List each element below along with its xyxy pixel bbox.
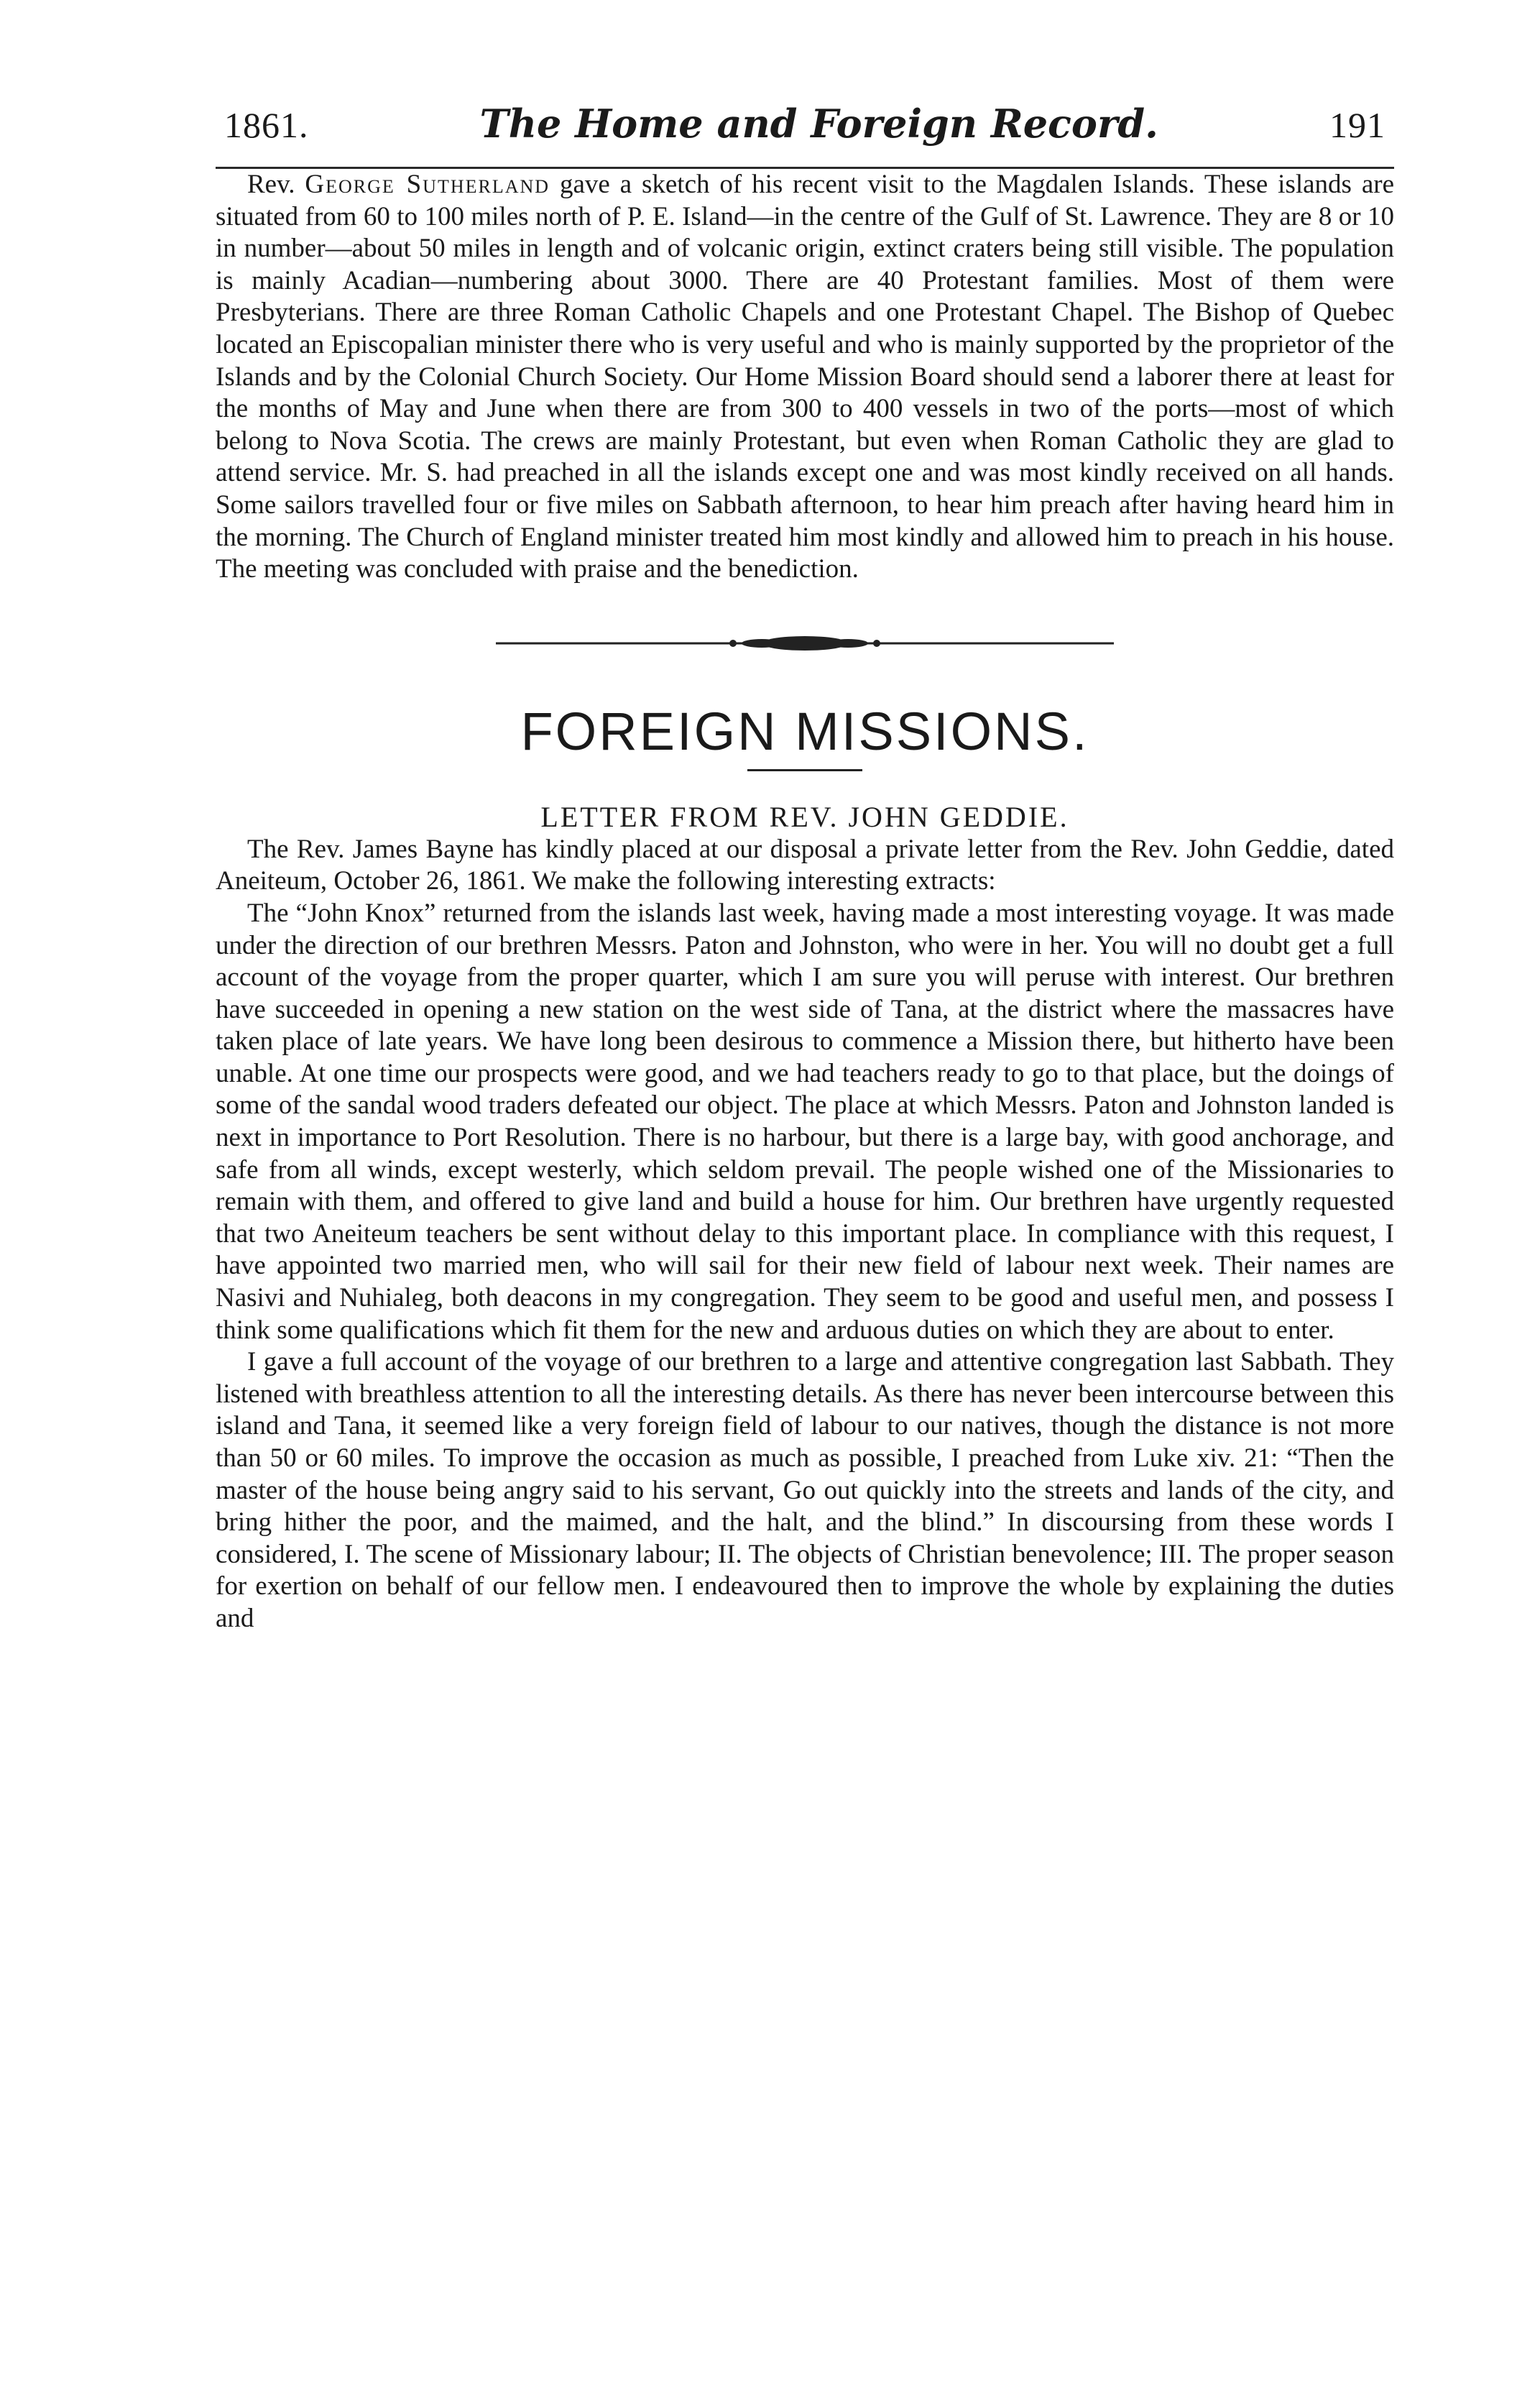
home-mission-text: gave a sketch of his recent visit to the Magdalen Islands. These islands are situated from 60 to 100 miles north of P. E. Island—in the centre of the Gulf of St. Lawrence. They are 8 or 10 in number—about 50 miles in length and of volcanic origin, extinct craters being still visible. The population is mainly Acadian—numbering about 3000. There are 40 Protestant families. Most of them were Presbyterians. There are three Roman Catholic Chapels and one Protestant Chapel. The Bishop of Quebec located an Episcopalian minister there who is very useful and who is mainly supported by the proprietor of the Islands and by the Colonial Church Society. Our Home Mission Board should send a laborer there at least for the months of May and June when there are from 300 to 400 vessels in two of the ports—most of which belong to Nova Scotia. The crews are mainly Protestant, but even when Roman Catholic they are glad to attend service. Mr. S. had preached in all the islands except one and was most kindly received on all hands. Some sailors travelled four or five miles on Sabbath afternoon, to hear him preach after having heard him in the morning. The Church of England minister treated him most kindly and allowed him to preach in his house. The meeting was concluded with praise and the benediction.	[216, 170, 1394, 584]
home-mission-paragraph	[216, 169, 1394, 586]
header-year: 1861.	[224, 105, 309, 145]
running-header	[216, 101, 1394, 169]
speaker-prefix: Rev.	[247, 170, 305, 199]
header-page-number: 191	[1329, 105, 1385, 145]
heading-underline	[747, 769, 862, 771]
letter-paragraph: The “John Knox” returned from the islands last week, having made a most interesting voyage. It was made under the direction of our brethren Messrs. Paton and Johnston, who were in her. You will no doubt get a full account of the voyage from the proper quarter, which I am sure you will peruse with interest. Our brethren have succeeded in opening a new station on the west side of Tana, at the district where the massacres have taken place of late years. We have long been desirous to commence a Mission there, but hitherto have been unable. At one time our prospects were good, and we had teachers ready to go to that place, but the doings of some of the sandal wood traders defeated our object. The place at which Messrs. Paton and Johnston landed is next in importance to Port Resolution. There is no harbour, but there is a large bay, with good anchorage, and safe from all winds, except westerly, which seldom prevail. The people wished one of the Missionaries to remain with them, and offered to give land and build a house for him. Our brethren have urgently requested that two Aneiteum teachers be sent without delay to this important place. In compliance with this request, I have appointed two married men, who will sail for their new field of labour next week. Their names are Nasivi and Nuhialeg, both deacons in my congregation. They seem to be good and useful men, and possess I think some qualifications which fit them for the new and arduous duties on which they are about to enter.	[216, 898, 1394, 1345]
letter-subheading: LETTER FROM REV. JOHN GEDDIE.	[540, 800, 1069, 833]
speaker-name: George Sutherland	[305, 170, 550, 199]
ornament-rule-icon	[496, 629, 1114, 658]
letter-intro: The Rev. James Bayne has kindly placed at our disposal a private letter from the Rev. John Geddie, dated Aneiteum, October 26, 1861. We make the following interesting extracts:	[216, 834, 1394, 896]
section-heading: FOREIGN MISSIONS.	[520, 701, 1089, 761]
section-divider-ornament	[496, 629, 1114, 658]
page	[216, 101, 1394, 1635]
header-title: The Home and Foreign Record.	[479, 101, 1158, 147]
letter-paragraph: I gave a full account of the voyage of our brethren to a large and attentive congregation last Sabbath. They listened with breathless attention to all the interesting details. As there has never been intercourse between this island and Tana, it seemed like a very foreign field of labour to our natives, though the distance is not more than 50 or 60 miles. To improve the occasion as much as possible, I preached from Luke xiv. 21: “Then the master of the house being angry said to his servant, Go out quickly into the streets and lands of the city, and bring hither the poor, and the maimed, and the halt, and the blind.” In discoursing from these words I considered, I. The scene of Missionary labour; II. The objects of Christian benevolence; III. The proper season for exertion on behalf of our fellow men. I endeavoured then to improve the whole by explaining the duties and	[216, 1347, 1394, 1633]
